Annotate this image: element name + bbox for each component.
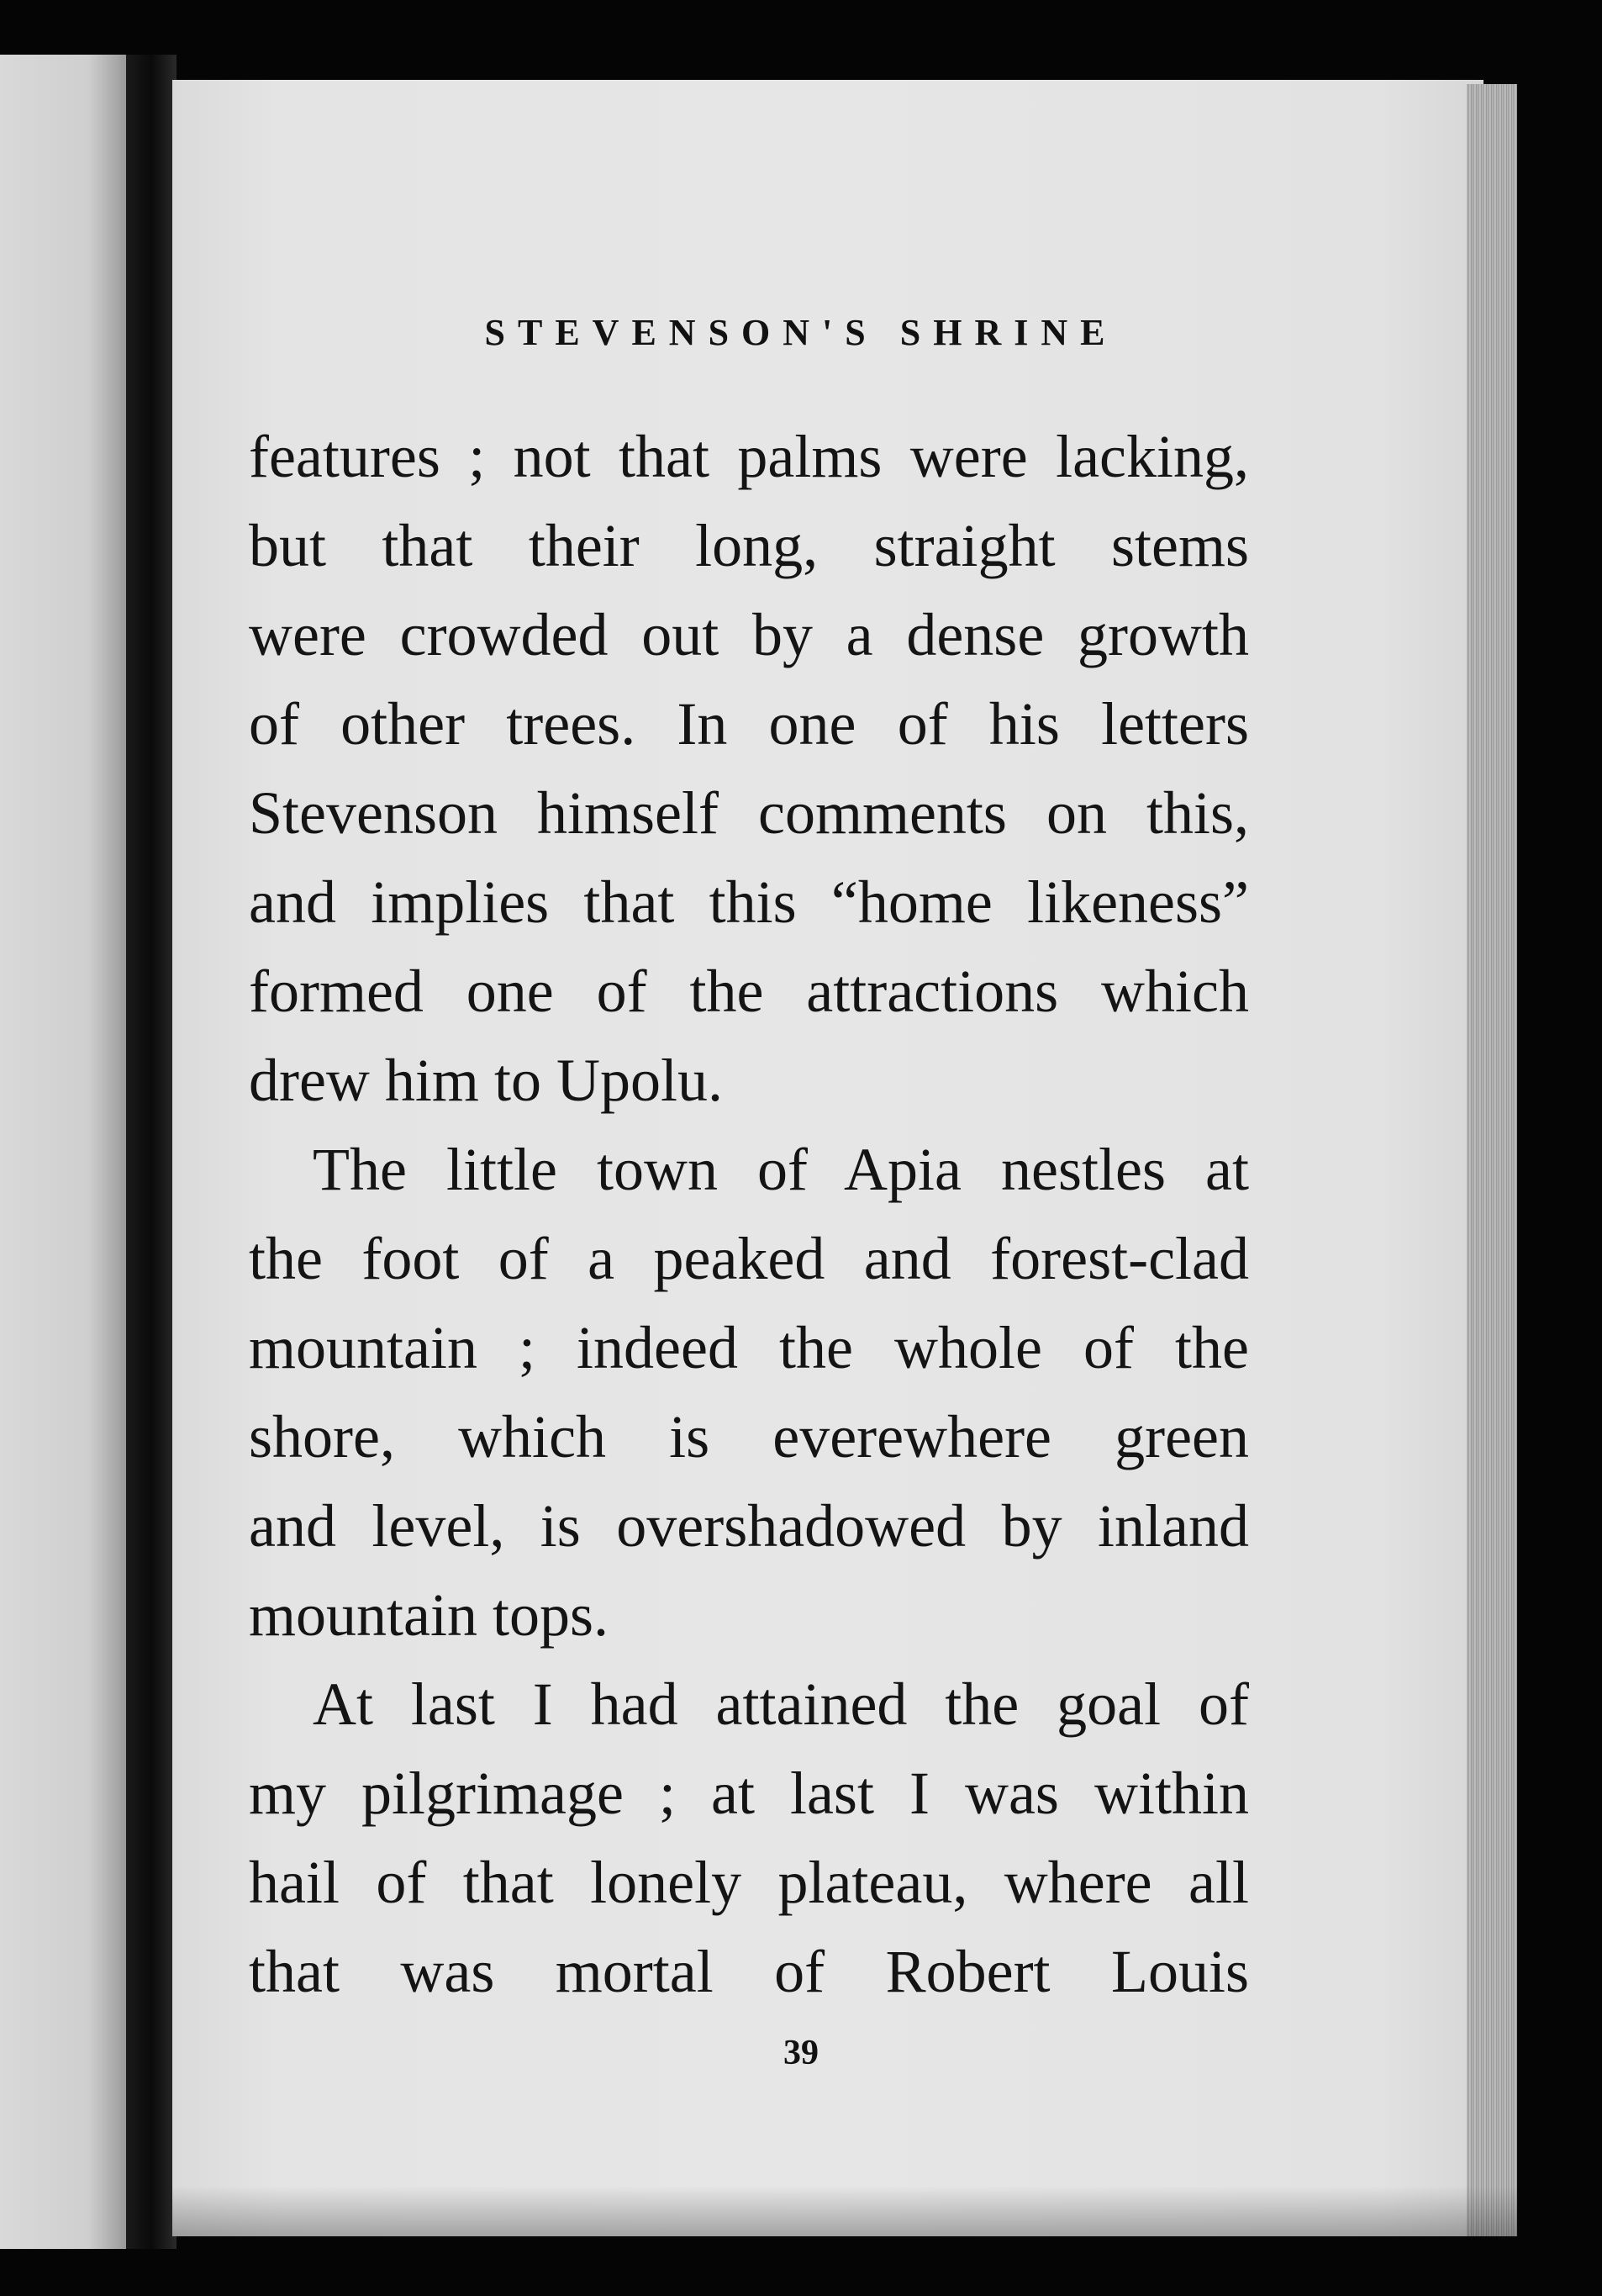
page-bottom-shadow (172, 2186, 1517, 2236)
text-line: the foot of a peaked and forest-clad (249, 1225, 1249, 1292)
page-edges-stack (1467, 84, 1517, 2236)
text-line: that was mortal of Robert Louis (249, 1938, 1249, 2005)
page-number: 39 (783, 2034, 819, 2072)
text-line: were crowded out by a dense growth (249, 601, 1249, 668)
book-gutter (126, 55, 177, 2249)
text-line: but that their long, straight stems (249, 512, 1249, 579)
text-line: drew him to Upolu. (249, 1047, 723, 1114)
text-line: of other trees. In one of his letters (249, 690, 1249, 757)
text-line: The little town of Apia nestles at (313, 1136, 1249, 1203)
text-line: mountain tops. (249, 1581, 609, 1649)
text-line: mountain ; indeed the whole of the (249, 1314, 1249, 1381)
facing-page-edge (0, 55, 126, 2249)
text-line: shore, which is everewhere green (249, 1403, 1249, 1470)
running-head: STEVENSON'S SHRINE (484, 312, 1118, 353)
text-line: At last I had attained the goal of (313, 1671, 1249, 1738)
text-line: my pilgrimage ; at last I was within (249, 1760, 1249, 1827)
text-line: and level, is overshadowed by inland (249, 1492, 1249, 1560)
body-text (249, 412, 1249, 2016)
text-line: features ; not that palms were lacking, (249, 423, 1249, 490)
text-line: formed one of the attractions which (249, 958, 1249, 1025)
text-line: hail of that lonely plateau, where all (249, 1849, 1249, 1916)
text-line: and implies that this “home likeness” (249, 868, 1249, 936)
text-line: Stevenson himself comments on this, (249, 779, 1249, 847)
